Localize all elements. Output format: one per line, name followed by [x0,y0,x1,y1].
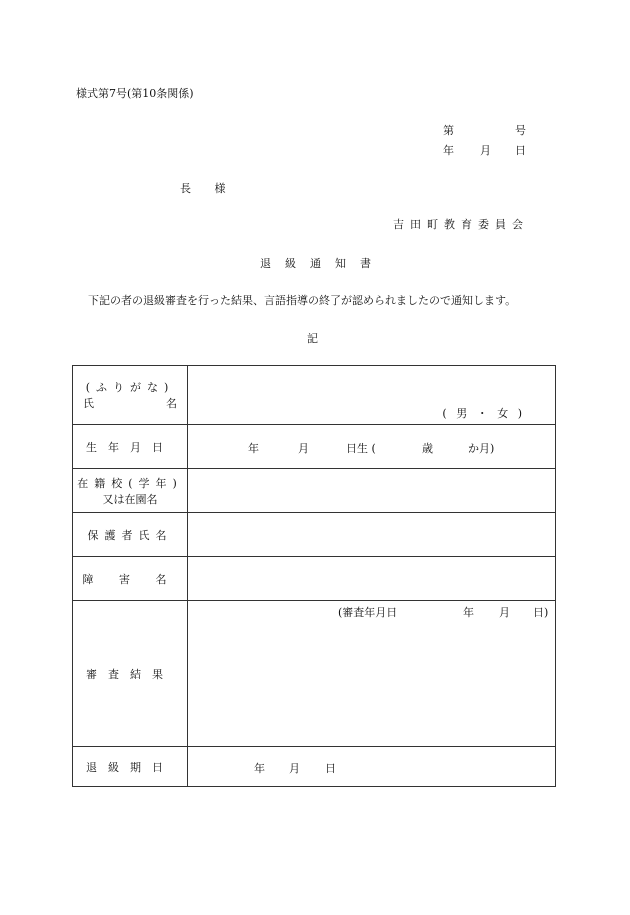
birth-month: 月 [298,442,309,455]
notice-form-table [72,365,556,787]
issue-date-day: 日 [515,144,526,157]
guardian-label-cell [73,513,188,557]
birth-year: 年 [248,442,259,455]
guardian-label: 保護者氏名 [87,528,173,542]
disability-field[interactable] [188,557,556,601]
withdraw-row [73,747,556,787]
issue-date-month: 月 [480,144,491,157]
name-label-2: 名 [166,397,177,410]
sender: 吉田町教育委員会 [393,218,529,231]
issue-date-year: 年 [443,144,454,157]
withdraw-label: 退級期日 [86,760,174,774]
review-date-label: (審査年月日 [338,606,398,619]
form-number: 様式第7号(第10条関係) [76,87,194,100]
doc-number-prefix: 第 [443,124,454,137]
name-field[interactable] [188,366,556,425]
result-row [73,601,556,747]
school-label-2: 又は在園名 [102,492,158,506]
result-label: 審査結果 [86,667,174,681]
withdraw-field[interactable] [188,747,556,787]
birth-row [73,425,556,469]
review-day: 日) [533,606,549,619]
guardian-row [73,513,556,557]
birth-day: 日生 ( [346,442,376,455]
review-month: 月 [499,606,510,619]
birth-age-month: か月) [468,442,495,455]
withdraw-day: 日 [325,762,336,775]
result-field[interactable] [188,601,556,747]
withdraw-year: 年 [254,762,265,775]
gender-select[interactable]: ( 男 ・ 女 ) [442,407,525,420]
school-field[interactable] [188,469,556,513]
birth-label-cell [73,425,188,469]
doc-number-suffix: 号 [515,124,526,137]
school-row [73,469,556,513]
school-label-cell [73,469,188,513]
guardian-field[interactable] [188,513,556,557]
school-label-1: 在籍校(学年) [77,476,183,490]
disability-row [73,557,556,601]
ki-label: 記 [307,332,318,345]
birth-age: 歳 [422,442,433,455]
furigana-label: (ふりがな) [85,381,175,394]
birth-label: 生年月日 [86,440,174,454]
birth-field[interactable] [188,425,556,469]
result-label-cell [73,601,188,747]
document-title: 退級通知書 [260,257,385,270]
disability-label: 障 害 名 [82,572,178,586]
disability-label-cell [73,557,188,601]
name-label-1: 氏 [83,397,94,410]
review-year: 年 [463,606,474,619]
addressee: 長 様 [180,182,236,195]
name-row [73,366,556,425]
body-text: 下記の者の退級審査を行った結果、言語指導の終了が認められましたので通知します。 [88,294,517,307]
name-label-cell [73,366,188,425]
withdraw-label-cell [73,747,188,787]
withdraw-month: 月 [289,762,300,775]
